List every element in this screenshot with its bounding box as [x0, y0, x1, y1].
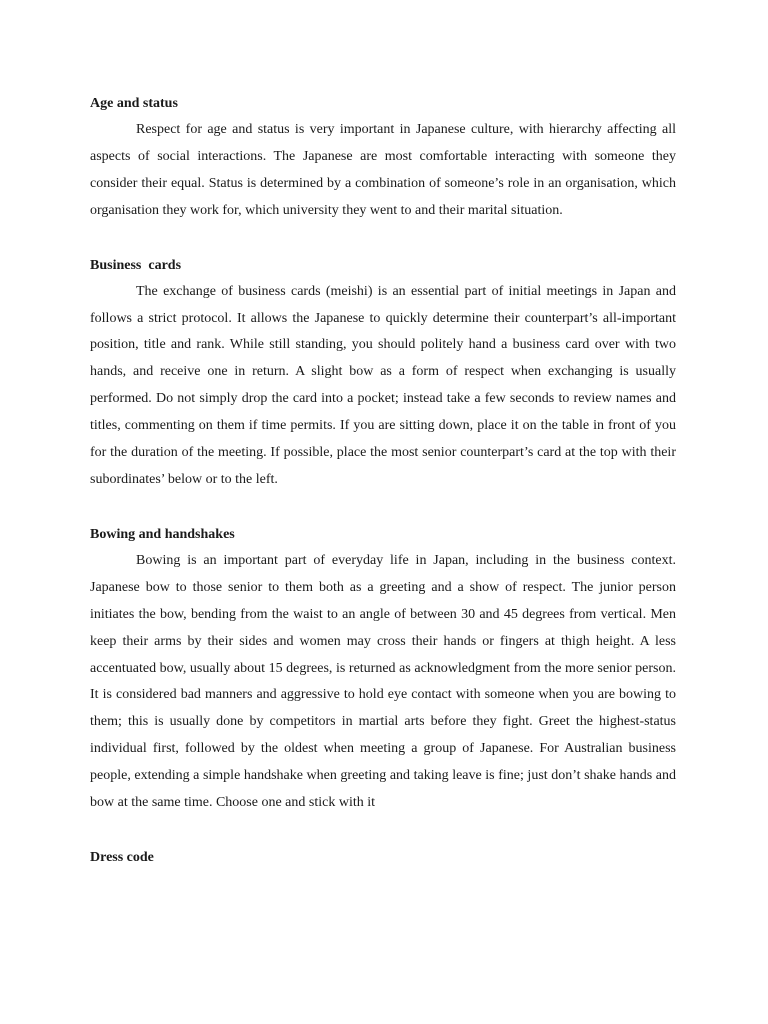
section-business-cards: [90, 252, 676, 494]
section-heading: Dress code: [90, 849, 154, 865]
section-bowing-and-handshakes: [90, 521, 676, 817]
section-heading: Bowing and handshakes: [90, 526, 235, 542]
section-paragraph: Bowing is an important part of everyday life in Japan, including in the business context. Japanese bow to those senior to them both as a greeting and a show of respect. The junior person initiates the bow, bending from the waist to an angle of between 30 and 45 degrees from vertical. Men keep their arms by their sides and women may cross their hands or fingers at thigh height. A less accentuated bow, usually about 15 degrees, is returned as acknowledgment from the more senior person. It is considered bad manners and aggressive to hold eye contact with someone when you are bowing to them; this is usually done by competitors in martial arts before they fight. Greet the highest-status individual first, followed by the oldest when meeting a group of Japanese. For Australian business people, extending a simple handshake when greeting and taking leave is fine; just don’t shake hands and bow at the same time. Choose one and stick with it: [90, 552, 676, 811]
paragraph-spacer: [90, 817, 676, 844]
section-dress-code: [90, 844, 676, 871]
section-paragraph: Respect for age and status is very important in Japanese culture, with hierarchy affecting all aspects of social interactions. The Japanese are most comfortable interacting with someone they consider their equal. Status is determined by a combination of someone’s role in an organisation, which organisation they work for, which university they went to and their marital situation.: [90, 122, 676, 218]
paragraph-spacer: [90, 494, 676, 521]
paragraph-spacer: [90, 225, 676, 252]
section-age-and-status: [90, 90, 676, 225]
section-paragraph: The exchange of business cards (meishi) is an essential part of initial meetings in Japan and follows a strict protocol. It allows the Japanese to quickly determine their counterpart’s all-important position, title and rank. While still standing, you should politely hand a business card over with two hands, and receive one in return. A slight bow as a form of respect when exchanging is usually performed. Do not simply drop the card into a pocket; instead take a few seconds to review names and titles, commenting on them if time permits. If you are sitting down, place it on the table in front of you for the duration of the meeting. If possible, place the most senior counterpart’s card at the top with their subordinates’ below or to the left.: [90, 283, 676, 487]
section-heading: Age and status: [90, 96, 178, 111]
section-heading: Business cards: [90, 257, 182, 273]
document-page: [90, 90, 676, 871]
